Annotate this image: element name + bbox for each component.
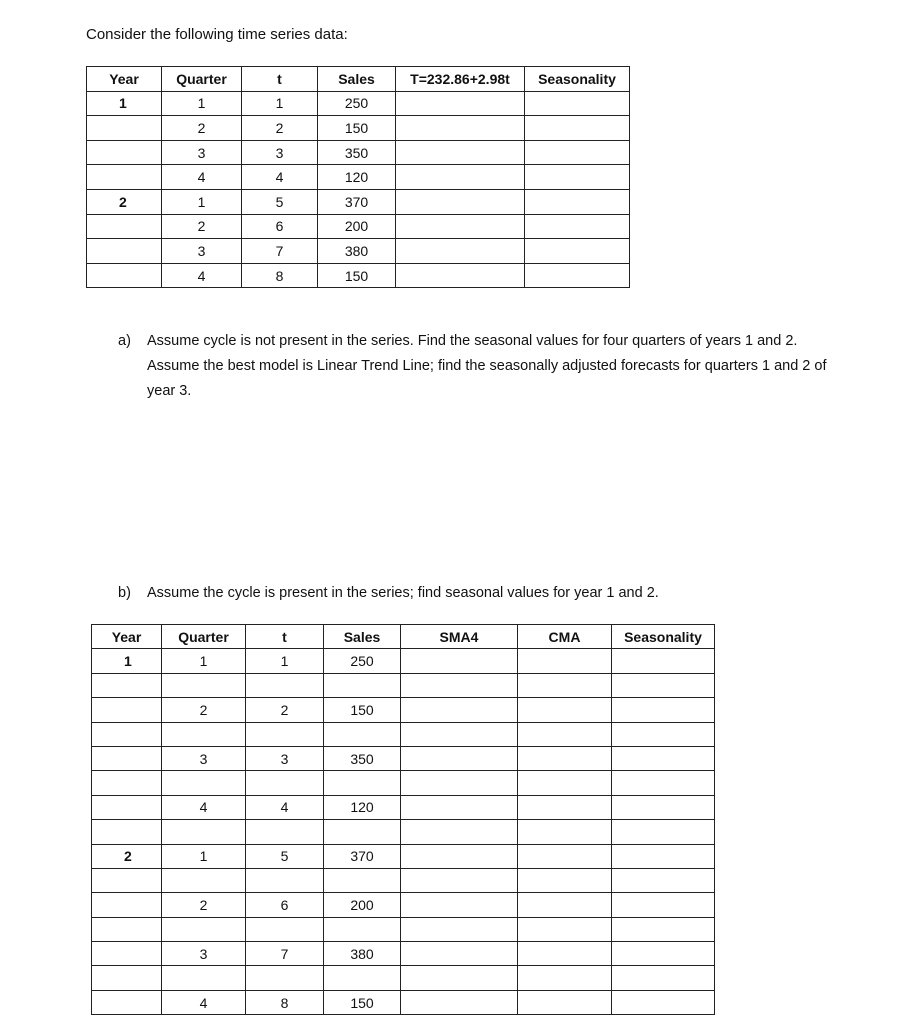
cell-t — [246, 868, 324, 892]
cell-c7 — [612, 917, 715, 941]
table-row — [92, 771, 715, 795]
question-a-text: Assume cycle is not present in the series. Find the seasonal values for four quarters of years 1 and 2. Assume the best model is Linear Trend Line; find the seasonally adjusted forecasts for quarters 1 and 2 of year 3. — [147, 333, 827, 399]
table-row — [87, 140, 630, 165]
cell-c5 — [401, 649, 518, 673]
cell-t: 8 — [246, 990, 324, 1014]
cell-c5 — [401, 868, 518, 892]
cell-c6 — [518, 673, 612, 697]
cell-sales: 120 — [324, 795, 401, 819]
header-sales: Sales — [324, 625, 401, 649]
cell-sales: 200 — [324, 893, 401, 917]
cell-c6 — [525, 239, 630, 264]
cell-c5 — [401, 771, 518, 795]
cell-c5 — [401, 893, 518, 917]
cell-t: 1 — [242, 91, 318, 116]
table-row — [87, 189, 630, 214]
cell-year — [92, 917, 162, 941]
cell-c6 — [518, 990, 612, 1014]
cell-sales: 150 — [318, 263, 396, 288]
cell-quarter: 1 — [162, 189, 242, 214]
cell-c5 — [396, 140, 525, 165]
cell-c5 — [401, 844, 518, 868]
table-row — [87, 214, 630, 239]
cell-c5 — [401, 673, 518, 697]
cell-c7 — [612, 868, 715, 892]
header-seasonality: Seasonality — [612, 625, 715, 649]
cell-quarter: 1 — [162, 844, 246, 868]
cell-t: 8 — [242, 263, 318, 288]
cell-c6 — [518, 844, 612, 868]
cell-c6 — [518, 722, 612, 746]
cell-quarter: 2 — [162, 893, 246, 917]
table-row — [92, 868, 715, 892]
cell-c6 — [525, 263, 630, 288]
cell-quarter — [162, 868, 246, 892]
table-row — [87, 91, 630, 116]
cell-year — [92, 698, 162, 722]
table-row — [92, 820, 715, 844]
table-row — [92, 673, 715, 697]
cell-sales: 150 — [324, 990, 401, 1014]
cell-t: 2 — [242, 116, 318, 141]
cell-year — [87, 214, 162, 239]
cell-t: 7 — [246, 942, 324, 966]
question-b-label: b) — [118, 585, 131, 601]
table-row — [87, 263, 630, 288]
header-quarter: Quarter — [162, 625, 246, 649]
cell-c6 — [518, 746, 612, 770]
cell-c5 — [401, 698, 518, 722]
cell-t — [246, 966, 324, 990]
cell-quarter: 2 — [162, 214, 242, 239]
cell-c5 — [401, 795, 518, 819]
header-cma: CMA — [518, 625, 612, 649]
cell-t: 3 — [242, 140, 318, 165]
table-row — [92, 942, 715, 966]
cell-c6 — [518, 649, 612, 673]
cell-t: 7 — [242, 239, 318, 264]
cell-c5 — [401, 942, 518, 966]
cell-quarter: 2 — [162, 116, 242, 141]
cell-year — [92, 673, 162, 697]
cell-c6 — [525, 91, 630, 116]
cell-c5 — [401, 746, 518, 770]
cell-t: 4 — [246, 795, 324, 819]
cell-quarter: 3 — [162, 942, 246, 966]
intro-text: Consider the following time series data: — [86, 26, 348, 43]
cell-sales — [324, 966, 401, 990]
question-a — [118, 329, 838, 404]
cell-c6 — [525, 140, 630, 165]
cell-quarter: 3 — [162, 239, 242, 264]
cell-c5 — [396, 263, 525, 288]
cell-quarter: 1 — [162, 649, 246, 673]
cell-sales: 250 — [324, 649, 401, 673]
cell-c5 — [396, 189, 525, 214]
cell-t — [246, 722, 324, 746]
table-row — [92, 722, 715, 746]
header-t: t — [242, 67, 318, 92]
cell-sales: 370 — [318, 189, 396, 214]
cell-sales — [324, 868, 401, 892]
table-row — [92, 844, 715, 868]
cell-c7 — [612, 746, 715, 770]
cell-quarter — [162, 722, 246, 746]
cell-t: 6 — [242, 214, 318, 239]
header-t: t — [246, 625, 324, 649]
cell-sales: 380 — [318, 239, 396, 264]
cell-c6 — [518, 868, 612, 892]
cell-year — [87, 263, 162, 288]
cell-c6 — [518, 820, 612, 844]
question-a-label: a) — [118, 333, 131, 349]
seasonality-table — [91, 624, 715, 1015]
table-row — [87, 116, 630, 141]
cell-sales: 350 — [318, 140, 396, 165]
cell-c5 — [401, 722, 518, 746]
cell-c5 — [396, 91, 525, 116]
table-header-row — [92, 625, 715, 649]
cell-c7 — [612, 820, 715, 844]
cell-quarter — [162, 820, 246, 844]
cell-quarter: 4 — [162, 990, 246, 1014]
cell-c6 — [525, 165, 630, 190]
cell-sales: 120 — [318, 165, 396, 190]
cell-c6 — [518, 795, 612, 819]
cell-c7 — [612, 893, 715, 917]
cell-c7 — [612, 673, 715, 697]
cell-t: 5 — [242, 189, 318, 214]
cell-c6 — [518, 966, 612, 990]
cell-c5 — [396, 116, 525, 141]
cell-c7 — [612, 649, 715, 673]
table-row — [87, 239, 630, 264]
table-row — [87, 165, 630, 190]
cell-c7 — [612, 966, 715, 990]
cell-year: 1 — [87, 91, 162, 116]
header-seasonality: Seasonality — [525, 67, 630, 92]
cell-year — [87, 239, 162, 264]
cell-c5 — [401, 917, 518, 941]
cell-c6 — [518, 893, 612, 917]
cell-year — [87, 165, 162, 190]
cell-quarter: 4 — [162, 165, 242, 190]
cell-sales: 150 — [324, 698, 401, 722]
cell-year — [92, 795, 162, 819]
cell-c5 — [396, 214, 525, 239]
table-row — [92, 795, 715, 819]
cell-year — [92, 868, 162, 892]
cell-sales: 250 — [318, 91, 396, 116]
question-b — [118, 581, 838, 606]
cell-t: 1 — [246, 649, 324, 673]
cell-quarter — [162, 917, 246, 941]
cell-quarter: 4 — [162, 263, 242, 288]
cell-sales: 370 — [324, 844, 401, 868]
cell-c5 — [401, 820, 518, 844]
table-row — [92, 746, 715, 770]
cell-t — [246, 673, 324, 697]
cell-quarter: 4 — [162, 795, 246, 819]
cell-quarter: 1 — [162, 91, 242, 116]
cell-quarter — [162, 673, 246, 697]
cell-sales: 200 — [318, 214, 396, 239]
table-row — [92, 649, 715, 673]
question-b-text: Assume the cycle is present in the series; find seasonal values for year 1 and 2. — [147, 585, 659, 601]
cell-c6 — [518, 917, 612, 941]
cell-c5 — [401, 966, 518, 990]
cell-c6 — [525, 116, 630, 141]
cell-t — [246, 771, 324, 795]
table-row — [92, 990, 715, 1014]
cell-year — [92, 990, 162, 1014]
cell-c7 — [612, 795, 715, 819]
header-sma4: SMA4 — [401, 625, 518, 649]
header-trend-formula: T=232.86+2.98t — [396, 67, 525, 92]
header-sales: Sales — [318, 67, 396, 92]
cell-year: 2 — [92, 844, 162, 868]
cell-quarter — [162, 966, 246, 990]
cell-sales — [324, 917, 401, 941]
cell-c5 — [396, 165, 525, 190]
cell-sales — [324, 673, 401, 697]
cell-sales — [324, 820, 401, 844]
cell-c7 — [612, 698, 715, 722]
table-header-row — [87, 67, 630, 92]
cell-c7 — [612, 771, 715, 795]
cell-quarter: 2 — [162, 698, 246, 722]
cell-t — [246, 820, 324, 844]
cell-quarter — [162, 771, 246, 795]
cell-t: 6 — [246, 893, 324, 917]
cell-sales: 380 — [324, 942, 401, 966]
table-row — [92, 698, 715, 722]
cell-t: 5 — [246, 844, 324, 868]
cell-year — [92, 893, 162, 917]
cell-sales: 350 — [324, 746, 401, 770]
cell-sales: 150 — [318, 116, 396, 141]
cell-year — [92, 746, 162, 770]
cell-t: 4 — [242, 165, 318, 190]
cell-c7 — [612, 942, 715, 966]
cell-c7 — [612, 844, 715, 868]
table-row — [92, 966, 715, 990]
cell-sales — [324, 771, 401, 795]
cell-year — [92, 771, 162, 795]
cell-year — [92, 942, 162, 966]
cell-sales — [324, 722, 401, 746]
header-quarter: Quarter — [162, 67, 242, 92]
cell-c6 — [518, 942, 612, 966]
cell-t — [246, 917, 324, 941]
cell-year — [92, 966, 162, 990]
cell-t: 2 — [246, 698, 324, 722]
cell-year: 2 — [87, 189, 162, 214]
cell-c5 — [401, 990, 518, 1014]
cell-year — [92, 820, 162, 844]
header-year: Year — [87, 67, 162, 92]
cell-c6 — [518, 771, 612, 795]
cell-c6 — [518, 698, 612, 722]
cell-year: 1 — [92, 649, 162, 673]
cell-year — [87, 140, 162, 165]
table-row — [92, 917, 715, 941]
header-year: Year — [92, 625, 162, 649]
table-row — [92, 893, 715, 917]
cell-year — [92, 722, 162, 746]
cell-c7 — [612, 722, 715, 746]
cell-c6 — [525, 189, 630, 214]
cell-quarter: 3 — [162, 746, 246, 770]
time-series-table — [86, 66, 630, 288]
cell-quarter: 3 — [162, 140, 242, 165]
cell-c5 — [396, 239, 525, 264]
cell-year — [87, 116, 162, 141]
cell-c6 — [525, 214, 630, 239]
cell-t: 3 — [246, 746, 324, 770]
cell-c7 — [612, 990, 715, 1014]
